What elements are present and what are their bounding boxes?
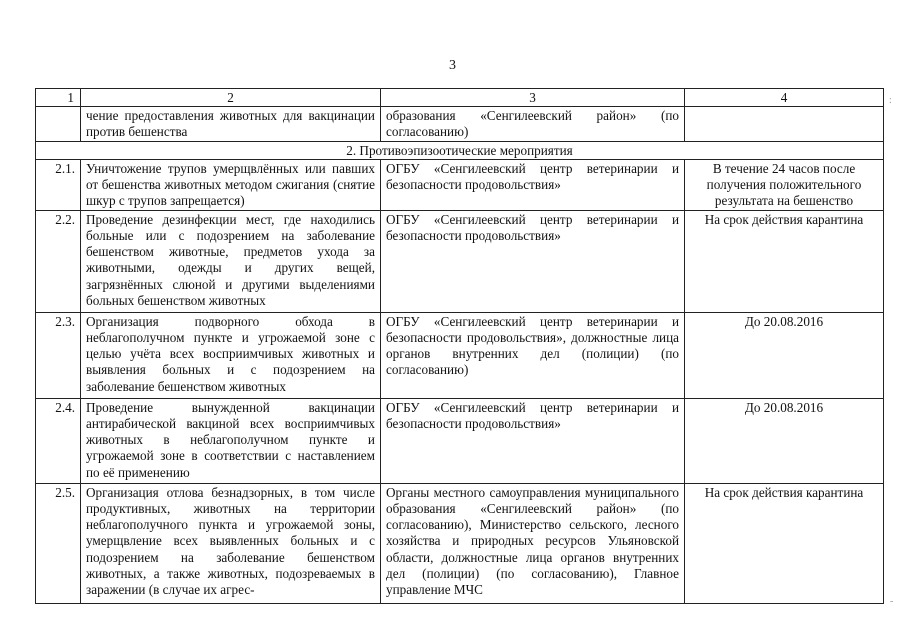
column-header-row xyxy=(36,89,884,107)
row-number: 2.2. xyxy=(36,210,81,312)
row-number xyxy=(36,107,81,141)
action-cell: Организация подворного обхода в неблагополучном пункте и угрожаемой зоне с целью учёта всех восприимчивых животных и выявления больных и с подозрением на заболевание бешенством животных xyxy=(81,312,381,398)
action-cell: Организация отлова безнадзорных, в том числе продуктивных, животных на территории неблагополучного пункта и угрожаемой зоны, умерщвление всех выявленных больных и с подозрением на заболевание бешенством животных, а также животных, подозреваемых в заражении (в случае их агрес- xyxy=(81,483,381,603)
responsible-cell: ОГБУ «Сенгилеевский центр ветеринарии и безопасности продовольствия», должностные лица органов внутренних дел (полиции) (по согласованию) xyxy=(381,312,685,398)
action-cell: Проведение дезинфекции мест, где находились больные или с подозрением на заболевание бешенством животные, предметов ухода за животными, одежды и других вещей, загрязнённых слюной и другими выделениями больных бешенством животных xyxy=(81,210,381,312)
table-row xyxy=(36,312,884,398)
measures-table xyxy=(35,88,884,604)
column-header: 1 xyxy=(36,89,81,107)
row-number: 2.1. xyxy=(36,159,81,210)
deadline-cell: До 20.08.2016 xyxy=(685,398,884,483)
page-number: 3 xyxy=(449,58,456,73)
responsible-cell: ОГБУ «Сенгилеевский центр ветеринарии и безопасности продовольствия» xyxy=(381,210,685,312)
section-title: 2. Противоэпизоотические мероприятия xyxy=(36,141,884,159)
action-cell: Проведение вынужденной вакцинации антирабической вакциной всех восприимчивых животных в неблагополучном пункте и угрожаемой зоне в соответствии с наставлением по её применению xyxy=(81,398,381,483)
responsible-cell: ОГБУ «Сенгилеевский центр ветеринарии и безопасности продовольствия» xyxy=(381,159,685,210)
responsible-cell: Органы местного самоуправления муниципального образования «Сенгилеевский район» (по согласованию), Министерство сельского, лесного хозяйства и природных ресурсов Ульяновской области, должностные лица органов внутренних дел (полиции) (по согласованию), Главное управление МЧС xyxy=(381,483,685,603)
responsible-cell: образования «Сенгилеевский район» (по согласованию) xyxy=(381,107,685,141)
column-header: 2 xyxy=(81,89,381,107)
table-row-continued xyxy=(36,107,884,141)
deadline-cell: На срок действия карантина xyxy=(685,210,884,312)
row-number: 2.3. xyxy=(36,312,81,398)
column-header: 4 xyxy=(685,89,884,107)
table-row xyxy=(36,483,884,603)
scan-mark: - xyxy=(890,596,894,607)
row-number: 2.4. xyxy=(36,398,81,483)
table-row xyxy=(36,159,884,210)
deadline-cell: На срок действия карантина xyxy=(685,483,884,603)
row-number: 2.5. xyxy=(36,483,81,603)
section-header-row xyxy=(36,141,884,159)
deadline-cell: В течение 24 часов после получения положительного результата на бешенство xyxy=(685,159,884,210)
responsible-cell: ОГБУ «Сенгилеевский центр ветеринарии и безопасности продовольствия» xyxy=(381,398,685,483)
table-row xyxy=(36,210,884,312)
scan-mark: : xyxy=(889,95,892,106)
table-row xyxy=(36,398,884,483)
deadline-cell: До 20.08.2016 xyxy=(685,312,884,398)
deadline-cell xyxy=(685,107,884,141)
column-header: 3 xyxy=(381,89,685,107)
action-cell: Уничтожение трупов умерщвлённых или павших от бешенства животных методом сжигания (снятие шкур с трупов запрещается) xyxy=(81,159,381,210)
action-cell: чение предоставления животных для вакцинации против бешенства xyxy=(81,107,381,141)
